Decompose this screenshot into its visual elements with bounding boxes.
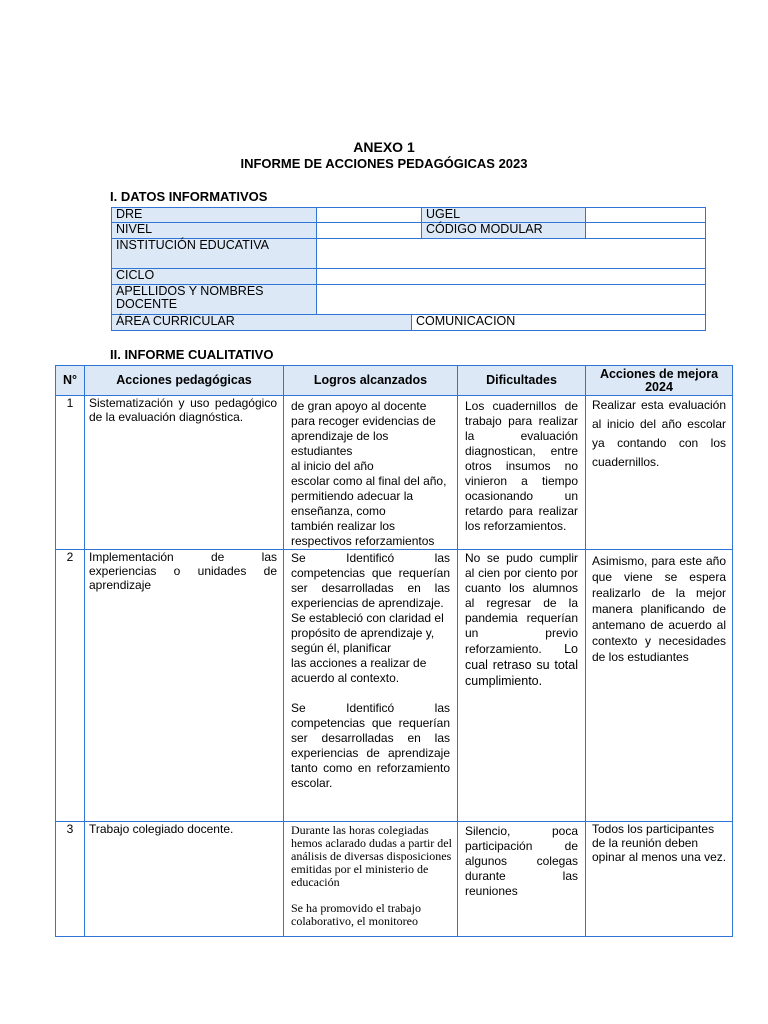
section-datos-title: I. DATOS INFORMATIVOS — [110, 189, 268, 204]
report-title: INFORME DE ACCIONES PEDAGÓGICAS 2023 — [240, 156, 528, 171]
logros-line: respectivos reforzamientos — [291, 534, 435, 548]
dificultades: Silencio, poca participación de algunos colegas durante las reuniones — [458, 822, 586, 937]
acciones-mejora: Todos los participantes de la reunión deben opinar al menos una vez. — [586, 822, 733, 937]
logros-line: para recoger evidencias de — [291, 414, 436, 428]
logros-line: enseñanza, como — [291, 504, 386, 518]
col-header-mejora: Acciones de mejora 2024 — [586, 366, 733, 396]
institucion-value[interactable] — [317, 239, 706, 269]
logros-line: también realizar los — [291, 519, 396, 533]
table-row — [56, 396, 733, 550]
ugel-label: UGEL — [422, 208, 586, 223]
col-header-acciones: Acciones pedagógicas — [85, 366, 284, 396]
col-header-dificultades: Dificultades — [458, 366, 586, 396]
logros-paragraph: Se ha promovido el trabajo colaborativo, el monitoreo — [291, 901, 421, 928]
docente-value[interactable] — [317, 285, 706, 315]
datos-informativos-table — [111, 207, 706, 331]
nivel-label: NIVEL — [112, 223, 317, 239]
accion-pedagogica: Implementación de las experiencias o unidades de aprendizaje — [85, 550, 284, 822]
accion-pedagogica: Sistematización y uso pedagógico de la evaluación diagnóstica. — [85, 396, 284, 550]
logros-paragraph: Se Identificó las competencias que requerían ser desarrolladas en las experiencias de aprendizaje tanto como en reforzamiento escolar. — [291, 701, 450, 790]
table-row — [56, 550, 733, 822]
codigo-modular-value[interactable] — [586, 223, 706, 239]
dre-value[interactable] — [317, 208, 422, 223]
logros-line: aprendizaje de los estudiantes — [291, 429, 389, 458]
logros-paragraph: Durante las horas colegiadas hemos aclarado dudas a partir del análisis de diversas disposiciones emitidas por el ministerio de educación — [291, 823, 452, 889]
ciclo-label: CICLO — [112, 269, 317, 285]
area-curricular-label: ÁREA CURRICULAR — [112, 315, 412, 331]
logros-alcanzados — [284, 822, 458, 937]
col-header-num: N° — [56, 366, 85, 396]
informe-cualitativo-table — [55, 365, 733, 937]
logros-line: acuerdo al contexto. — [291, 671, 400, 685]
ugel-value[interactable] — [586, 208, 706, 223]
accion-pedagogica: Trabajo colegiado docente. — [85, 822, 284, 937]
logros-line: al inicio del año — [291, 459, 374, 473]
docente-label: APELLIDOS Y NOMBRES DOCENTE — [112, 285, 317, 315]
logros-line: escolar como al final del año, — [291, 474, 447, 488]
row-number: 3 — [56, 822, 85, 937]
logros-line: de gran apoyo al docente — [291, 399, 427, 413]
section-informe-title: II. INFORME CUALITATIVO — [110, 347, 274, 362]
logros-alcanzados — [284, 550, 458, 822]
institucion-label: INSTITUCIÓN EDUCATIVA — [112, 239, 317, 269]
dre-label: DRE — [112, 208, 317, 223]
acciones-mejora: Realizar esta evaluación al inicio del año escolar ya contando con los cuadernillos. — [586, 396, 733, 550]
dificultades-text: No se pudo cumplir al cien por ciento por cuanto los alumnos al regresar de la pandemia requerían un previo reforzamiento. — [465, 551, 578, 656]
logros-line: según él, planificar — [291, 641, 392, 655]
table-row — [56, 822, 733, 937]
dificultades: Los cuadernillos de trabajo para realizar la evaluación diagnostican, entre otros insumos no vinieron a tiempo ocasionando un retardo para realizar los reforzamientos. — [458, 396, 586, 550]
ciclo-value[interactable] — [317, 269, 706, 285]
acciones-mejora: Asimismo, para este año que viene se espera realizarlo de la mejor manera planificando de antemano de acuerdo al contexto y necesidades de los estudiantes — [586, 550, 733, 822]
logros-paragraph: Se Identificó las competencias que requerían ser desarrolladas en las experiencias de aprendizaje. — [291, 551, 450, 610]
annex-title: ANEXO 1 — [353, 139, 415, 155]
logros-line: las acciones a realizar de — [291, 656, 427, 670]
logros-alcanzados — [284, 396, 458, 550]
col-header-logros: Logros alcanzados — [284, 366, 458, 396]
row-number: 2 — [56, 550, 85, 822]
codigo-modular-label: CÓDIGO MODULAR — [422, 223, 586, 239]
logros-line: permitiendo adecuar la — [291, 489, 414, 503]
area-curricular-value: COMUNICACION — [412, 315, 706, 331]
logros-line: Se estableció con claridad el — [291, 611, 444, 625]
row-number: 1 — [56, 396, 85, 550]
logros-line: propósito de aprendizaje y, — [291, 626, 435, 640]
dificultades-text-large: Lo cual retraso su total cumplimiento. — [465, 642, 578, 688]
nivel-value[interactable] — [317, 223, 422, 239]
dificultades — [458, 550, 586, 822]
